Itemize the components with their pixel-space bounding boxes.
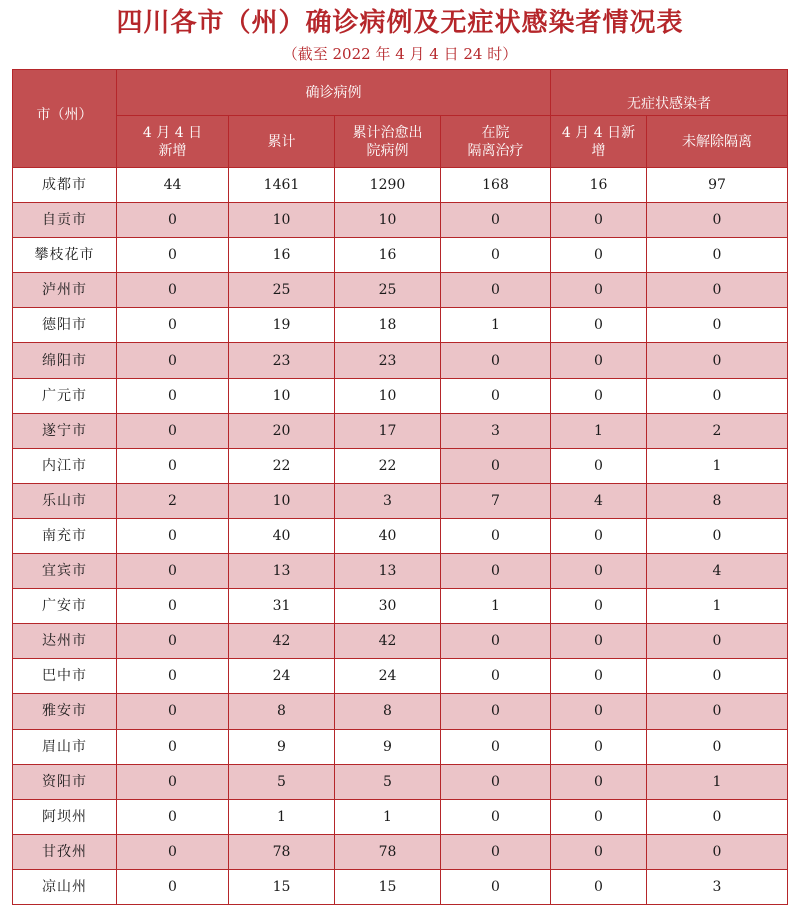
cell-cumulative: 10 — [229, 203, 335, 238]
cell-city: 南充市 — [13, 518, 117, 553]
cell-new-asymptomatic: 0 — [551, 694, 647, 729]
cell-new-confirmed: 2 — [117, 483, 229, 518]
cell-new-asymptomatic: 0 — [551, 799, 647, 834]
cell-new-confirmed: 0 — [117, 203, 229, 238]
table-row — [13, 343, 788, 378]
header-city: 市（州） — [13, 70, 117, 168]
cell-not-released: 0 — [647, 273, 788, 308]
cell-cured: 23 — [335, 343, 441, 378]
table-row — [13, 378, 788, 413]
cell-hospitalized: 168 — [441, 168, 551, 203]
cell-new-confirmed: 0 — [117, 273, 229, 308]
table-row — [13, 238, 788, 273]
cell-not-released: 1 — [647, 589, 788, 624]
cell-hospitalized: 1 — [441, 589, 551, 624]
cell-cured: 5 — [335, 764, 441, 799]
header-hospitalized: 在院 隔离治疗 — [441, 116, 551, 168]
cell-new-asymptomatic: 0 — [551, 624, 647, 659]
cell-cumulative: 20 — [229, 413, 335, 448]
cell-hospitalized: 7 — [441, 483, 551, 518]
cell-cured: 17 — [335, 413, 441, 448]
cell-not-released: 0 — [647, 378, 788, 413]
cell-new-confirmed: 0 — [117, 378, 229, 413]
cell-not-released: 0 — [647, 694, 788, 729]
cell-city: 雅安市 — [13, 694, 117, 729]
cell-city: 凉山州 — [13, 869, 117, 904]
cell-cured: 78 — [335, 834, 441, 869]
cell-hospitalized: 0 — [441, 273, 551, 308]
cell-new-confirmed: 0 — [117, 448, 229, 483]
cell-new-asymptomatic: 0 — [551, 448, 647, 483]
cell-city: 自贡市 — [13, 203, 117, 238]
cell-hospitalized: 0 — [441, 624, 551, 659]
table-row — [13, 694, 788, 729]
cell-cumulative: 10 — [229, 483, 335, 518]
table-row — [13, 589, 788, 624]
cell-new-asymptomatic: 0 — [551, 764, 647, 799]
cell-cumulative: 22 — [229, 448, 335, 483]
cell-new-confirmed: 0 — [117, 764, 229, 799]
cell-hospitalized: 0 — [441, 518, 551, 553]
header-new-asymptomatic: 4 月 4 日新 增 — [551, 116, 647, 168]
cell-not-released: 0 — [647, 238, 788, 273]
cell-new-confirmed: 44 — [117, 168, 229, 203]
cell-cured: 30 — [335, 589, 441, 624]
cell-city: 成都市 — [13, 168, 117, 203]
cell-new-asymptomatic: 0 — [551, 308, 647, 343]
cell-new-asymptomatic: 0 — [551, 518, 647, 553]
cell-new-confirmed: 0 — [117, 624, 229, 659]
cell-cured: 1 — [335, 799, 441, 834]
cell-new-asymptomatic: 0 — [551, 343, 647, 378]
cell-not-released: 0 — [647, 799, 788, 834]
cell-city: 阿坝州 — [13, 799, 117, 834]
cell-city: 泸州市 — [13, 273, 117, 308]
cell-cured: 16 — [335, 238, 441, 273]
cell-cumulative: 42 — [229, 624, 335, 659]
header-confirmed-group: 确诊病例 — [117, 70, 551, 116]
table-row — [13, 729, 788, 764]
cell-city: 乐山市 — [13, 483, 117, 518]
cell-new-confirmed: 0 — [117, 518, 229, 553]
cell-not-released: 1 — [647, 448, 788, 483]
cell-hospitalized: 0 — [441, 869, 551, 904]
table-row — [13, 834, 788, 869]
cell-hospitalized: 3 — [441, 413, 551, 448]
cell-new-confirmed: 0 — [117, 238, 229, 273]
header-new-confirmed: 4 月 4 日 新增 — [117, 116, 229, 168]
cell-cumulative: 9 — [229, 729, 335, 764]
cell-cumulative: 16 — [229, 238, 335, 273]
cell-new-confirmed: 0 — [117, 343, 229, 378]
cell-new-asymptomatic: 16 — [551, 168, 647, 203]
cell-new-asymptomatic: 0 — [551, 659, 647, 694]
table-row — [13, 308, 788, 343]
cell-city: 内江市 — [13, 448, 117, 483]
cell-new-asymptomatic: 4 — [551, 483, 647, 518]
cell-hospitalized: 0 — [441, 343, 551, 378]
cell-hospitalized: 0 — [441, 834, 551, 869]
table-row — [13, 764, 788, 799]
cell-city: 攀枝花市 — [13, 238, 117, 273]
cell-not-released: 0 — [647, 834, 788, 869]
cell-cured: 40 — [335, 518, 441, 553]
cell-not-released: 0 — [647, 343, 788, 378]
cell-new-confirmed: 0 — [117, 554, 229, 589]
cell-new-asymptomatic: 0 — [551, 589, 647, 624]
cell-hospitalized: 0 — [441, 694, 551, 729]
cell-cumulative: 1 — [229, 799, 335, 834]
cell-cured: 24 — [335, 659, 441, 694]
cell-cumulative: 25 — [229, 273, 335, 308]
cell-hospitalized: 0 — [441, 764, 551, 799]
table-row — [13, 448, 788, 483]
cell-hospitalized: 0 — [441, 659, 551, 694]
cell-not-released: 1 — [647, 764, 788, 799]
cases-table — [12, 69, 788, 905]
cell-city: 宜宾市 — [13, 554, 117, 589]
cell-cured: 10 — [335, 378, 441, 413]
cell-cured: 10 — [335, 203, 441, 238]
cell-cumulative: 8 — [229, 694, 335, 729]
cell-city: 德阳市 — [13, 308, 117, 343]
cell-new-confirmed: 0 — [117, 659, 229, 694]
cell-cumulative: 1461 — [229, 168, 335, 203]
cell-not-released: 0 — [647, 624, 788, 659]
cell-cured: 18 — [335, 308, 441, 343]
cell-new-confirmed: 0 — [117, 799, 229, 834]
cell-city: 广元市 — [13, 378, 117, 413]
table-row — [13, 554, 788, 589]
cell-not-released: 2 — [647, 413, 788, 448]
cell-cured: 9 — [335, 729, 441, 764]
cell-cumulative: 40 — [229, 518, 335, 553]
cell-cumulative: 15 — [229, 869, 335, 904]
cell-new-asymptomatic: 1 — [551, 413, 647, 448]
table-row — [13, 869, 788, 904]
cell-hospitalized: 0 — [441, 554, 551, 589]
cell-new-confirmed: 0 — [117, 308, 229, 343]
cell-cumulative: 13 — [229, 554, 335, 589]
cell-city: 遂宁市 — [13, 413, 117, 448]
cell-cured: 15 — [335, 869, 441, 904]
cell-cumulative: 24 — [229, 659, 335, 694]
cell-hospitalized: 0 — [441, 238, 551, 273]
cell-not-released: 0 — [647, 659, 788, 694]
cell-city: 达州市 — [13, 624, 117, 659]
table-row — [13, 518, 788, 553]
header-cumulative: 累计 — [229, 116, 335, 168]
cell-cured: 1290 — [335, 168, 441, 203]
cell-cured: 3 — [335, 483, 441, 518]
cell-new-asymptomatic: 0 — [551, 378, 647, 413]
cell-new-asymptomatic: 0 — [551, 273, 647, 308]
cell-not-released: 8 — [647, 483, 788, 518]
cell-cumulative: 19 — [229, 308, 335, 343]
cell-not-released: 0 — [647, 308, 788, 343]
cell-hospitalized: 0 — [441, 203, 551, 238]
header-asymptomatic-group: 无症状感染者 — [551, 70, 788, 116]
table-row — [13, 273, 788, 308]
cell-cured: 22 — [335, 448, 441, 483]
header-not-released: 未解除隔离 — [647, 116, 788, 168]
cell-new-confirmed: 0 — [117, 729, 229, 764]
table-row — [13, 624, 788, 659]
cell-new-asymptomatic: 0 — [551, 554, 647, 589]
cell-new-confirmed: 0 — [117, 869, 229, 904]
cell-new-asymptomatic: 0 — [551, 203, 647, 238]
cell-new-asymptomatic: 0 — [551, 729, 647, 764]
cell-not-released: 4 — [647, 554, 788, 589]
cell-cured: 8 — [335, 694, 441, 729]
cell-new-confirmed: 0 — [117, 589, 229, 624]
cell-hospitalized: 0 — [441, 729, 551, 764]
table-row — [13, 483, 788, 518]
cell-new-confirmed: 0 — [117, 413, 229, 448]
cell-new-asymptomatic: 0 — [551, 834, 647, 869]
table-row — [13, 203, 788, 238]
cell-new-confirmed: 0 — [117, 834, 229, 869]
cell-cumulative: 78 — [229, 834, 335, 869]
cell-not-released: 97 — [647, 168, 788, 203]
page-subtitle: （截至 2022 年 4 月 4 日 24 时） — [282, 45, 518, 63]
cell-city: 甘孜州 — [13, 834, 117, 869]
cell-not-released: 0 — [647, 203, 788, 238]
cell-city: 巴中市 — [13, 659, 117, 694]
cell-not-released: 0 — [647, 518, 788, 553]
table-row — [13, 799, 788, 834]
cell-new-confirmed: 0 — [117, 694, 229, 729]
cell-not-released: 0 — [647, 729, 788, 764]
cell-cumulative: 23 — [229, 343, 335, 378]
cell-new-asymptomatic: 0 — [551, 869, 647, 904]
cell-not-released: 3 — [647, 869, 788, 904]
cell-city: 广安市 — [13, 589, 117, 624]
cell-city: 绵阳市 — [13, 343, 117, 378]
cell-hospitalized: 0 — [441, 448, 551, 483]
page-title: 四川各市（州）确诊病例及无症状感染者情况表 — [116, 8, 684, 38]
cell-cured: 42 — [335, 624, 441, 659]
cell-cumulative: 31 — [229, 589, 335, 624]
cell-cured: 13 — [335, 554, 441, 589]
cell-new-asymptomatic: 0 — [551, 238, 647, 273]
cell-hospitalized: 0 — [441, 378, 551, 413]
header-cured: 累计治愈出 院病例 — [335, 116, 441, 168]
cell-cured: 25 — [335, 273, 441, 308]
cell-hospitalized: 0 — [441, 799, 551, 834]
cell-city: 眉山市 — [13, 729, 117, 764]
table-row — [13, 168, 788, 203]
cell-cumulative: 5 — [229, 764, 335, 799]
table-row — [13, 413, 788, 448]
table-row — [13, 659, 788, 694]
cell-cumulative: 10 — [229, 378, 335, 413]
cell-city: 资阳市 — [13, 764, 117, 799]
cell-hospitalized: 1 — [441, 308, 551, 343]
